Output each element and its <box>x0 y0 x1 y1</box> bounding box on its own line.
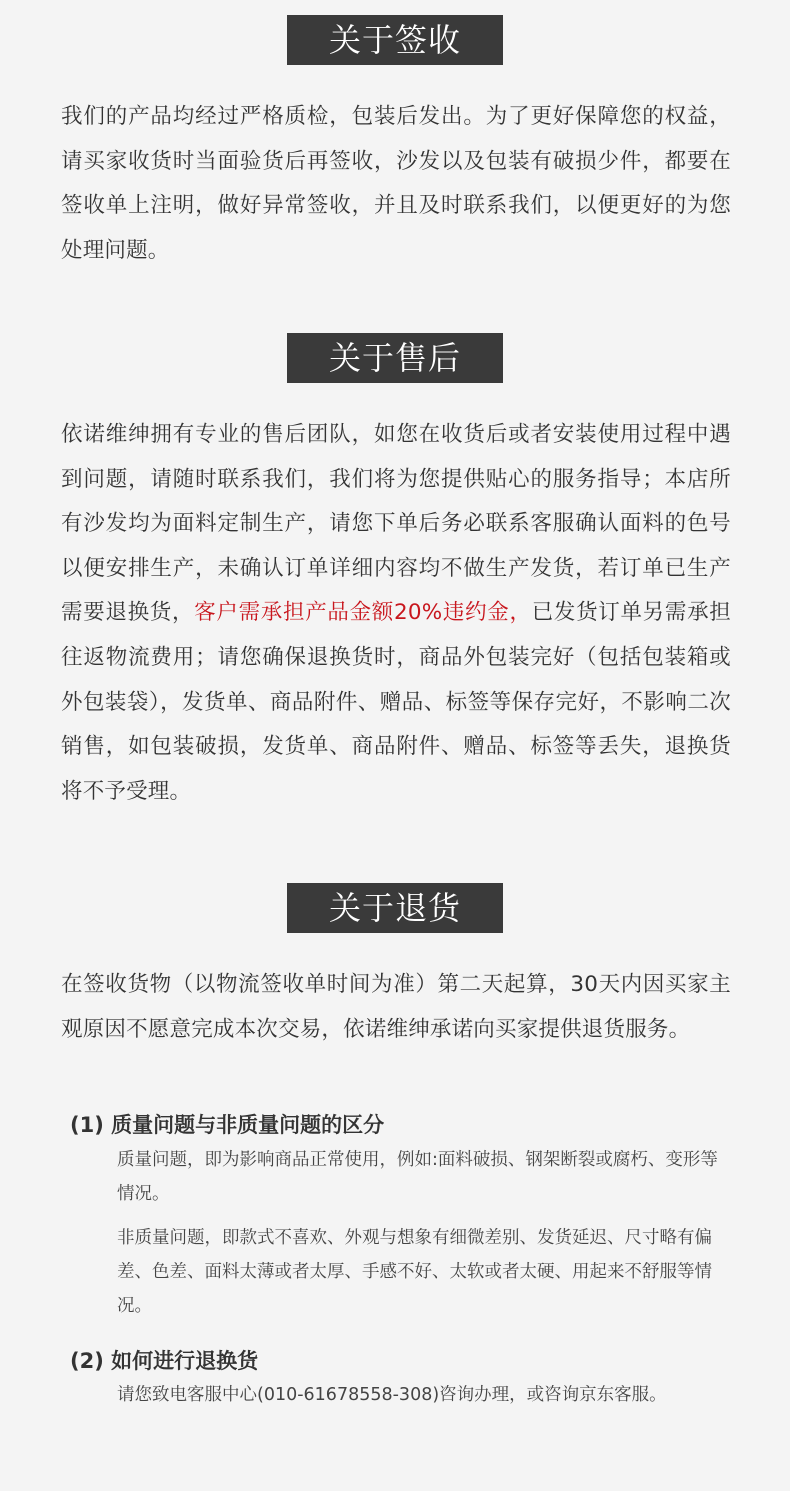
returns-item-1-heading: (1) 质量问题与非质量问题的区分 <box>70 1113 385 1137</box>
returns-item-2-paragraph-1: 请您致电客服中心(010-61678558-308)咨询办理，或咨询京东客服。 <box>117 1385 667 1405</box>
aftersales-paragraph <box>61 413 731 814</box>
signing-section-title: 关于签收 <box>287 15 503 65</box>
aftersales-text-before: 依诺维绅拥有专业的售后团队，如您在收货后或者安装使用过程中遇到问题，请随时联系我们，我们将为您提供贴心的服务指导；本店所有沙发均为面料定制生产，请您下单后务必联系客服确认面料的色号以便安排生产，未确认订单详细内容均不做生产发货，若订单已生产需要退换货， <box>61 422 731 626</box>
aftersales-section-title: 关于售后 <box>287 333 503 383</box>
signing-paragraph: 我们的产品均经过严格质检，包装后发出。为了更好保障您的权益，请买家收货时当面验货后再签收，沙发以及包装有破损少件，都要在签收单上注明，做好异常签收，并且及时联系我们，以便更好的为您处理问题。 <box>61 104 731 263</box>
returns-item-1-paragraph-2: 非质量问题，即款式不喜欢、外观与想象有细微差别、发货延迟、尺寸略有偏差、色差、面料太薄或者太厚、手感不好、太软或者太硬、用起来不舒服等情况。 <box>117 1228 712 1316</box>
returns-item-1-paragraph-1: 质量问题，即为影响商品正常使用，例如:面料破损、钢架断裂或腐朽、变形等情况。 <box>117 1150 718 1204</box>
returns-paragraph: 在签收货物（以物流签收单时间为准）第二天起算，30天内因买家主观原因不愿意完成本次交易，依诺维绅承诺向买家提供退货服务。 <box>61 972 731 1042</box>
aftersales-penalty-highlight: 客户需承担产品金额20%违约金， <box>194 600 532 626</box>
aftersales-text-after: 已发货订单另需承担往返物流费用；请您确保退换货时，商品外包装完好（包括包装箱或外包装袋），发货单、商品附件、赠品、标签等保存完好，不影响二次销售，如包装破损，发货单、商品附件、赠品、标签等丢失，退换货将不予受理。 <box>61 600 731 804</box>
returns-item-2-heading: (2) 如何进行退换货 <box>70 1349 259 1373</box>
returns-section-title: 关于退货 <box>287 883 503 933</box>
